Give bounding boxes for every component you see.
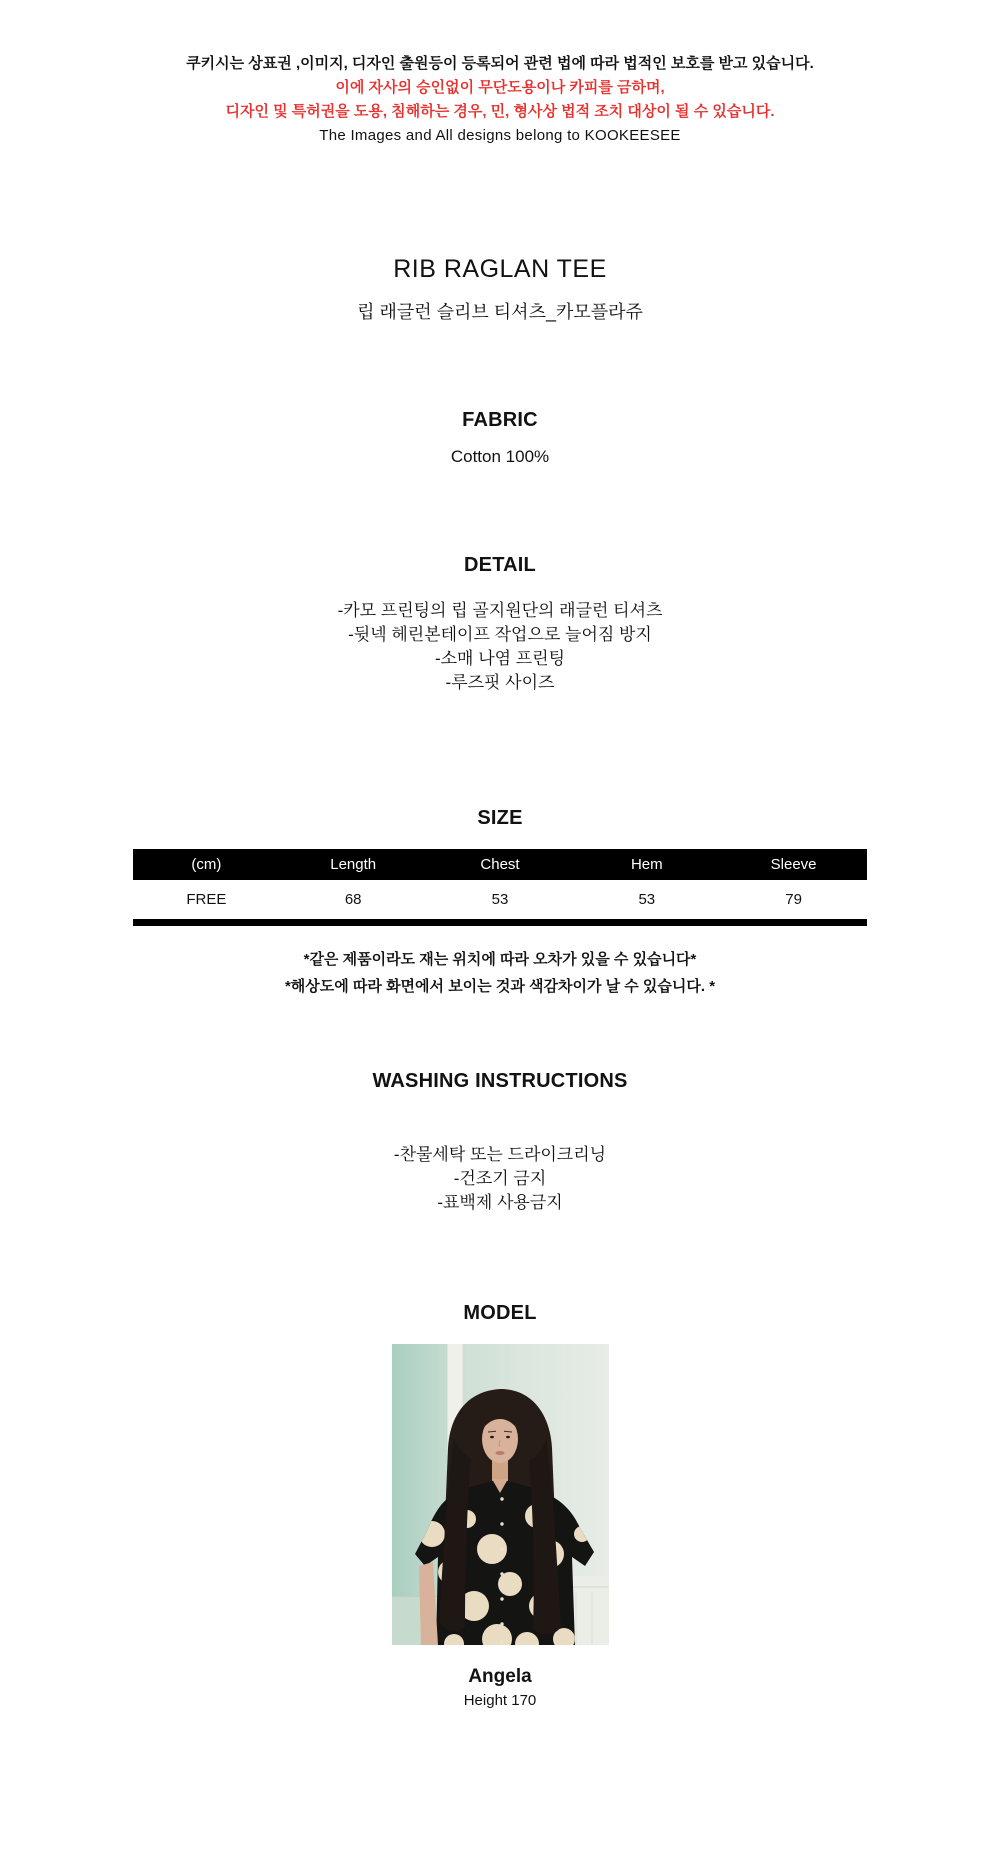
size-value-length: 68 <box>344 891 362 908</box>
washing-item: -찬물세탁 또는 드라이크리닝 <box>393 1145 607 1164</box>
product-title: RIB RAGLAN TEE <box>393 255 607 283</box>
size-note: *해상도에 따라 화면에서 보이는 것과 색감차이가 날 수 있습니다. * <box>284 978 716 995</box>
size-col-cm: (cm) <box>133 849 280 880</box>
size-table-header-row <box>133 849 867 880</box>
size-value-sleeve: 79 <box>785 891 802 908</box>
size-col-hem: Hem <box>573 849 720 880</box>
model-photo-illustration <box>392 1344 609 1645</box>
washing-list <box>0 1143 1000 1215</box>
copyright-line-2: 이에 자사의 승인없이 무단도용이나 카피를 금하며, <box>335 79 665 96</box>
size-note: *같은 제품이라도 재는 위치에 따라 오차가 있을 수 있습니다* <box>303 951 697 968</box>
product-subtitle: 립 래글런 슬리브 티셔츠_카모플라쥬 <box>357 302 643 322</box>
model-name: Angela <box>468 1666 532 1687</box>
size-table-row <box>133 880 867 923</box>
size-table <box>133 849 867 926</box>
size-value-free: FREE <box>186 891 227 908</box>
fabric-value: Cotton 100% <box>450 447 550 466</box>
detail-heading: DETAIL <box>464 554 536 576</box>
copyright-line-4: The Images and All designs belong to KOOKEESEE <box>319 127 681 144</box>
detail-item: -소매 나염 프린팅 <box>434 649 566 668</box>
size-col-length: Length <box>280 849 427 880</box>
size-heading: SIZE <box>477 807 523 829</box>
model-heading: MODEL <box>463 1302 537 1324</box>
size-col-chest: Chest <box>427 849 574 880</box>
model-photo <box>392 1344 609 1645</box>
fabric-heading: FABRIC <box>462 409 538 431</box>
washing-item: -표백제 사용금지 <box>437 1193 563 1212</box>
detail-item: -카모 프린팅의 립 골지원단의 래글런 티셔츠 <box>337 601 663 620</box>
model-height: Height 170 <box>463 1692 537 1709</box>
size-notes <box>0 946 1000 1000</box>
copyright-line-3: 디자인 및 특허권을 도용, 침해하는 경우, 민, 형사상 법적 조치 대상이 될 수 있습니다. <box>225 103 775 120</box>
detail-list <box>0 599 1000 695</box>
detail-item: -루즈핏 사이즈 <box>445 673 555 692</box>
copyright-line-1: 쿠키시는 상표권 ,이미지, 디자인 출원등이 등록되어 관련 법에 따라 법적인 보호를 받고 있습니다. <box>186 55 814 72</box>
size-value-hem: 53 <box>638 891 656 908</box>
washing-heading: WASHING INSTRUCTIONS <box>372 1070 628 1092</box>
size-col-sleeve: Sleeve <box>720 849 867 880</box>
size-table-container <box>133 849 867 926</box>
copyright-notice <box>0 0 1000 148</box>
washing-item: -건조기 금지 <box>453 1169 547 1188</box>
detail-item: -뒷넥 헤린본테이프 작업으로 늘어짐 방지 <box>348 625 652 644</box>
size-value-chest: 53 <box>491 891 509 908</box>
